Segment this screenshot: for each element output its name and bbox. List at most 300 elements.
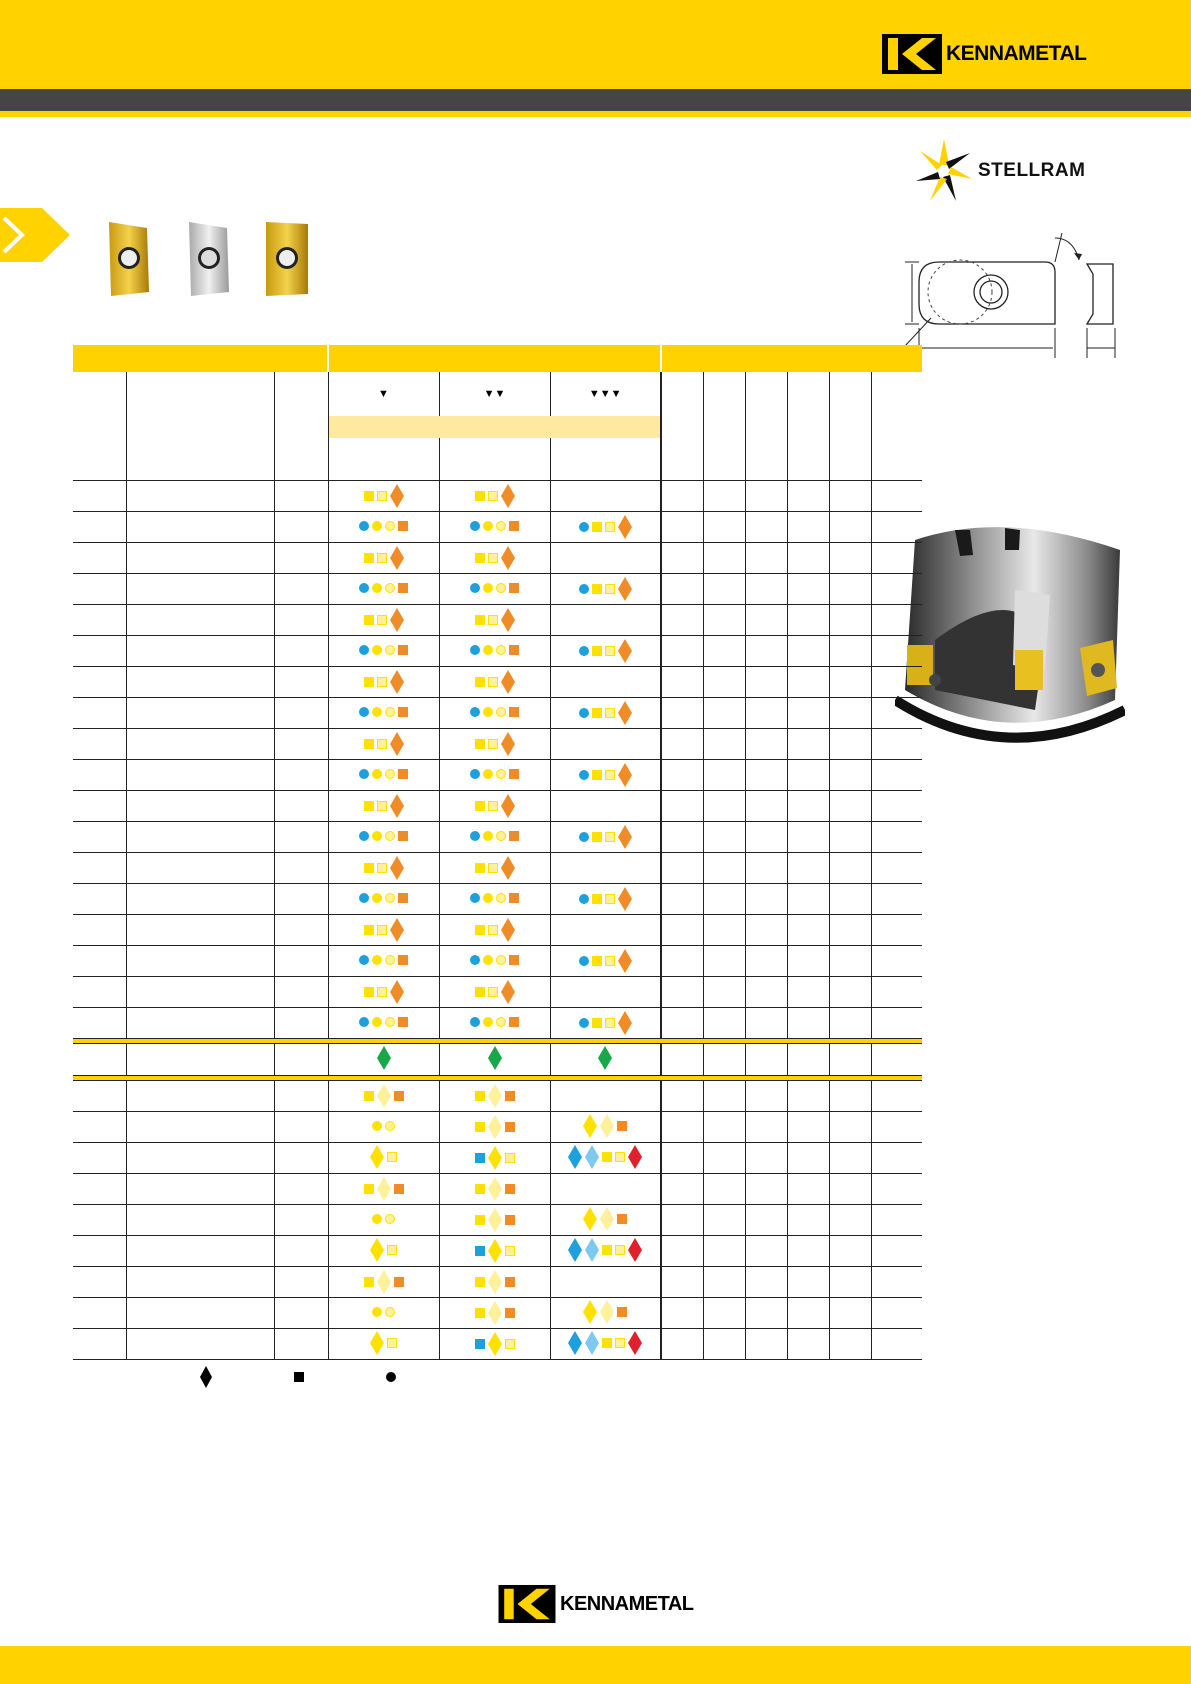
table-cell [745,605,787,636]
table-cell [871,977,922,1008]
grade-symbol-cell [550,1081,661,1112]
table-cell [126,915,274,946]
circle-icon [496,583,506,593]
circle-icon [483,769,493,779]
grade-symbols [359,521,408,531]
grade-symbol-cell [328,853,439,884]
table-cell [661,1236,703,1267]
table-cell [274,729,328,760]
grade-symbols [475,1146,515,1170]
subheader-cell [871,372,922,481]
table-cell [787,791,829,822]
table-cell [661,1008,703,1039]
table-row [73,698,922,729]
circle-icon [359,645,369,655]
table-cell [703,605,745,636]
table-cell [829,512,871,543]
table-cell [126,729,274,760]
grade-symbols [364,546,404,570]
square-icon [475,739,485,749]
table-cell [661,1267,703,1298]
table-cell [703,1205,745,1236]
table-cell [745,1044,787,1076]
diamond-icon [488,1332,502,1356]
square-icon [377,677,387,687]
grade-symbol-cell [550,481,661,512]
diamond-icon [618,763,632,787]
square-icon [592,1018,602,1028]
table-cell [703,791,745,822]
table-cell [73,1298,126,1329]
table-cell [126,667,274,698]
circle-icon [496,521,506,531]
square-icon [617,1307,627,1317]
table-cell [871,574,922,605]
grade-symbols [475,1270,515,1294]
square-icon [605,646,615,656]
grade-symbols [579,515,632,539]
square-icon [377,491,387,501]
grade-symbols [475,1084,515,1108]
grade-symbols [475,856,515,880]
square-icon [394,1091,404,1101]
grade-symbols [470,831,519,841]
square-icon [505,1277,515,1287]
grade-symbol-cell [328,977,439,1008]
grade-symbols [364,1084,404,1108]
square-icon [364,739,374,749]
table-cell [661,574,703,605]
circle-icon [385,583,395,593]
grade-symbols [583,1114,627,1138]
table-cell [787,853,829,884]
square-icon [475,1091,485,1101]
table-cell [787,1329,829,1360]
diamond-icon [390,670,404,694]
grade-symbols [364,484,404,508]
grade-name-cell [550,438,661,481]
table-cell [73,946,126,977]
table-cell [703,760,745,791]
grade-symbols [359,645,408,655]
grade-symbol-cell [328,1081,439,1112]
table-cell [871,481,922,512]
table-cell [126,822,274,853]
feed-level-heavy: ▼▼▼ [550,372,661,416]
circle-icon [579,584,589,594]
table-cell [787,543,829,574]
table-cell [126,512,274,543]
table-cell [126,1044,274,1076]
table-cell [787,481,829,512]
table-cell [274,1236,328,1267]
grade-symbol-cell [550,1329,661,1360]
circle-icon [359,893,369,903]
diamond-icon [488,1046,502,1070]
footer-band [0,1646,1191,1684]
diamond-icon [390,918,404,942]
square-icon [398,831,408,841]
grade-symbols [359,955,408,965]
square-icon [475,925,485,935]
grade-symbols [364,856,404,880]
table-cell [745,822,787,853]
diamond-icon [618,949,632,973]
square-icon [505,1308,515,1318]
table-cell [871,1267,922,1298]
grade-symbols [359,893,408,903]
table-cell [274,1081,328,1112]
table-cell [745,543,787,574]
table-cell [829,667,871,698]
subheader-cell [829,372,871,481]
circle-icon [496,831,506,841]
grade-symbol-cell [439,636,550,667]
diamond-icon [488,1301,502,1325]
table-row [73,1174,922,1205]
table-row [73,884,922,915]
table-section-1 [73,481,922,1039]
grade-symbols [470,707,519,717]
header-cell-left [73,345,328,372]
circle-icon [579,894,589,904]
grade-symbol-cell [550,667,661,698]
table-cell [703,1329,745,1360]
table-cell [787,1008,829,1039]
table-cell [745,946,787,977]
circle-icon [483,1017,493,1027]
table-cell [703,884,745,915]
grade-symbols [475,670,515,694]
square-icon [475,553,485,563]
circle-icon [470,521,480,531]
table-cell [871,667,922,698]
table-cell [787,946,829,977]
table-cell [274,698,328,729]
diamond-icon [501,856,515,880]
table-cell [73,1143,126,1174]
table-cell [745,574,787,605]
table-cell [274,636,328,667]
table-cell [274,481,328,512]
table-cell [745,1143,787,1174]
milling-cutter-image [895,520,1125,760]
grade-symbol-cell [328,729,439,760]
table-row [73,729,922,760]
table-cell [871,915,922,946]
square-icon [509,1017,519,1027]
table-cell [871,884,922,915]
table-cell [829,574,871,605]
grade-symbol-cell [328,543,439,574]
square-icon [475,987,485,997]
diamond-icon [568,1238,582,1262]
square-icon [509,707,519,717]
square-icon [398,769,408,779]
circle-icon [359,769,369,779]
square-icon [505,1246,515,1256]
grade-symbol-cell [550,1236,661,1267]
circle-icon [359,831,369,841]
table-cell [703,853,745,884]
square-icon [475,1122,485,1132]
table-cell [871,543,922,574]
diamond-icon [501,546,515,570]
grade-symbol-cell [550,1143,661,1174]
circle-icon [579,770,589,780]
square-icon [488,553,498,563]
circle-icon [470,583,480,593]
table-cell [829,915,871,946]
grade-symbol-cell [550,698,661,729]
square-icon [475,677,485,687]
table-cell [745,853,787,884]
grade-symbols [579,763,632,787]
square-icon [364,1277,374,1287]
table-cell [871,822,922,853]
grade-symbol-cell [550,1205,661,1236]
table-cell [745,698,787,729]
table-cell [745,1081,787,1112]
table-cell [829,636,871,667]
table-section-2 [73,1039,922,1081]
grade-symbol-cell [328,698,439,729]
circle-icon [470,769,480,779]
table-cell [745,1298,787,1329]
square-icon [505,1153,515,1163]
table-cell [73,512,126,543]
grade-symbol-cell [439,1081,550,1112]
table-cell [871,1174,922,1205]
table-cell [829,1112,871,1143]
table-cell [126,1236,274,1267]
grade-name-cell [328,438,439,481]
circle-icon [470,893,480,903]
table-cell [703,729,745,760]
table-cell [274,1174,328,1205]
square-icon [615,1152,625,1162]
square-icon [475,863,485,873]
circle-icon [385,1121,395,1131]
grade-symbols [579,1011,632,1035]
diamond-icon [600,1300,614,1324]
table-cell [829,729,871,760]
grade-symbol-cell [328,1267,439,1298]
table-cell [871,636,922,667]
table-cell [703,543,745,574]
grade-symbol-cell [550,977,661,1008]
diamond-icon [200,1366,212,1388]
table-cell [73,1112,126,1143]
circle-icon [359,707,369,717]
circle-icon [483,707,493,717]
grade-symbols [475,918,515,942]
grade-symbol-cell [328,760,439,791]
table-cell [745,791,787,822]
grade-symbols [579,701,632,725]
diamond-icon [488,1115,502,1139]
square-icon [398,583,408,593]
circle-icon [372,707,382,717]
table-row [73,481,922,512]
grade-symbols [579,825,632,849]
table-row [73,977,922,1008]
diamond-icon [501,918,515,942]
grade-light-band [328,416,661,438]
square-icon [394,1277,404,1287]
grade-symbol-cell [328,1329,439,1360]
table-row [73,574,922,605]
square-icon [605,832,615,842]
stellram-wordmark: STELLRAM [978,160,1086,181]
diamond-icon [618,577,632,601]
grade-symbol-cell [328,1044,439,1076]
diamond-icon [618,887,632,911]
table-row [73,543,922,574]
grade-symbols [372,1121,395,1131]
square-icon [488,987,498,997]
square-icon [364,677,374,687]
table-cell [787,760,829,791]
grade-symbol-cell [328,1298,439,1329]
circle-icon [483,521,493,531]
grade-symbol-cell [439,481,550,512]
square-icon [488,491,498,501]
table-cell [73,636,126,667]
diamond-icon [390,856,404,880]
table-cell [703,1044,745,1076]
table-cell [703,1267,745,1298]
table-cell [73,1267,126,1298]
table-row [73,667,922,698]
grade-symbols [475,608,515,632]
table-cell [745,667,787,698]
table-row [73,822,922,853]
square-icon [488,677,498,687]
grade-name-cell [439,438,550,481]
table-cell [661,977,703,1008]
diamond-icon [501,608,515,632]
grade-symbols [364,732,404,756]
table-cell [126,791,274,822]
table-subheader-row [73,372,922,416]
square-icon [509,955,519,965]
table-cell [787,667,829,698]
header-cell-dimensions [661,345,922,372]
diamond-icon [618,825,632,849]
circle-icon [385,769,395,779]
grade-symbol-cell [550,1298,661,1329]
insert-photo-silver [183,218,233,300]
grade-symbol-cell [328,1236,439,1267]
table-cell [274,1044,328,1076]
table-cell [73,977,126,1008]
square-icon [615,1245,625,1255]
table-cell [745,1112,787,1143]
table-cell [787,1044,829,1076]
table-cell [829,481,871,512]
table-cell [661,791,703,822]
square-icon [615,1338,625,1348]
grade-symbol-cell [328,946,439,977]
square-icon [475,1246,485,1256]
square-icon [364,1091,374,1101]
table-cell [73,1081,126,1112]
table-cell [73,729,126,760]
table-cell [126,543,274,574]
grade-symbol-cell [328,1205,439,1236]
square-icon [377,739,387,749]
circle-icon [385,893,395,903]
diamond-icon [501,794,515,818]
grade-symbols [470,583,519,593]
square-icon [605,770,615,780]
table-cell [661,605,703,636]
grade-symbols [364,980,404,1004]
square-icon [592,522,602,532]
table-cell [745,729,787,760]
circle-icon [385,1214,395,1224]
insert-geometry-diagram [905,228,1125,358]
table-cell [661,884,703,915]
circle-icon [385,1017,395,1027]
table-row [73,636,922,667]
section-arrow-tab [0,208,70,262]
grade-symbol-cell [550,605,661,636]
table-row [73,946,922,977]
circle-icon [483,583,493,593]
diamond-icon [488,1177,502,1201]
grade-symbol-cell [439,822,550,853]
table-row [73,512,922,543]
square-icon [294,1372,304,1382]
table-cell [703,1298,745,1329]
circle-icon [483,831,493,841]
table-cell [871,1205,922,1236]
circle-icon [372,521,382,531]
diamond-icon [377,1084,391,1108]
square-icon [617,1121,627,1131]
grade-symbols [364,1270,404,1294]
circle-icon [359,583,369,593]
table-cell [745,884,787,915]
table-cell [829,946,871,977]
table-cell [787,512,829,543]
grade-symbol-cell [439,1329,550,1360]
table-cell [73,481,126,512]
table-row [73,1081,922,1112]
table-cell [126,1298,274,1329]
circle-icon [579,956,589,966]
table-cell [661,667,703,698]
table-cell [73,1008,126,1039]
grade-symbol-cell [439,760,550,791]
table-cell [274,605,328,636]
table-cell [829,1143,871,1174]
table-cell [829,822,871,853]
circle-icon [579,646,589,656]
grade-symbol-cell [550,884,661,915]
diamond-icon [628,1331,642,1355]
grade-symbol-cell [439,512,550,543]
diamond-icon [377,1046,391,1070]
table-cell [661,1081,703,1112]
table-row [73,1205,922,1236]
square-icon [505,1339,515,1349]
grade-symbols [359,707,408,717]
grade-symbols [470,769,519,779]
diamond-icon [501,980,515,1004]
